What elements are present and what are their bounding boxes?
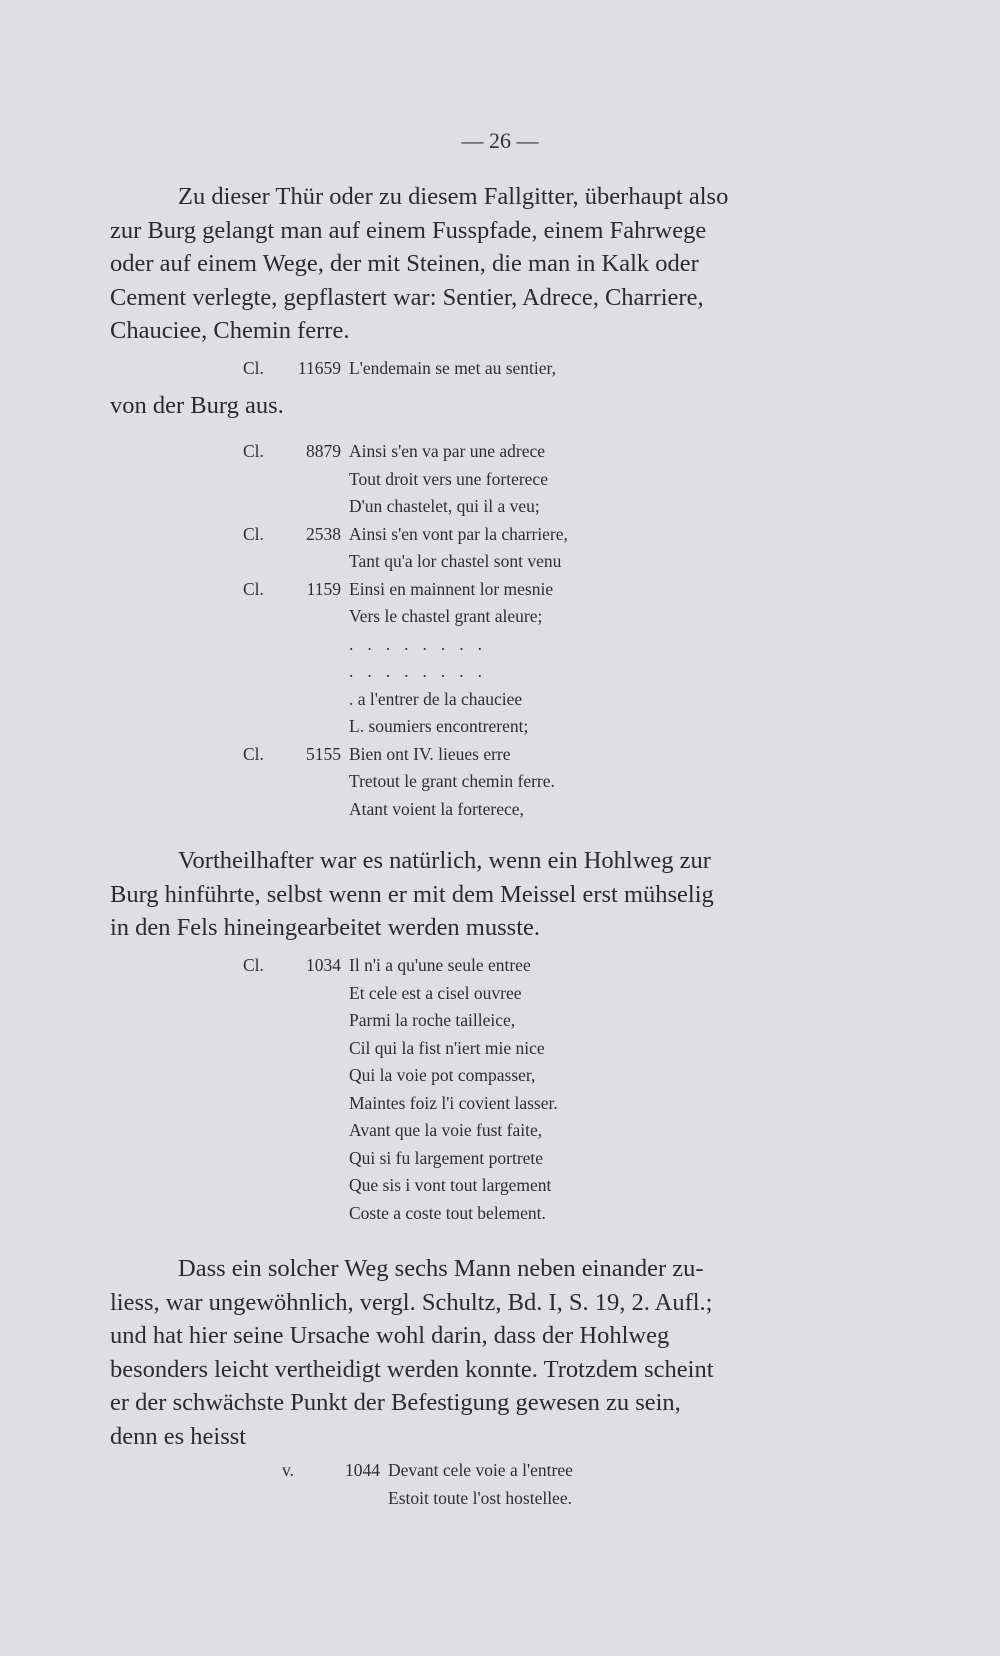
verse-text: Qui si fu largement portrete [349, 1147, 544, 1168]
page-number: — 26 — [461, 128, 539, 153]
verse-number: 1034 [306, 955, 341, 975]
verse-number: 1159 [306, 578, 341, 599]
continuation-line: von der Burg aus. [110, 392, 284, 419]
verse-text: Que sis i vont tout largement [349, 1175, 552, 1195]
verse-text: Ainsi s'en vont par la charriere, [349, 523, 568, 544]
verse-source: Cl. [243, 955, 264, 975]
text-line: Dass ein solcher Weg sechs Mann neben einander zu- [178, 1255, 704, 1282]
text-line: er der schwächste Punkt der Befestigung gewesen zu sein, [110, 1389, 681, 1416]
verse-text: Qui la voie pot compasser, [349, 1065, 536, 1085]
text-line: denn es heisst [110, 1422, 247, 1450]
verse-text: Estoit toute l'ost hostellee. [388, 1487, 572, 1508]
verse-text: . a l'entrer de la chauciee [349, 688, 523, 709]
verse-source: Cl. [243, 358, 264, 378]
paragraph-3 [110, 1252, 852, 1453]
verse-number: 5155 [306, 743, 341, 764]
text-line: Chauciee, Chemin ferre. [110, 317, 350, 344]
verse-number: 8879 [306, 441, 341, 461]
verse-text: L. soumiers encontrerent; [349, 716, 529, 736]
verse-text: Avant que la voie fust faite, [349, 1120, 543, 1140]
paragraph-2 [110, 844, 852, 945]
verse-source: v. [282, 1460, 294, 1480]
verse-number: 11659 [297, 358, 341, 378]
verse-text: Coste a coste tout belement. [349, 1202, 546, 1223]
text-line: zur Burg gelangt man auf einem Fusspfade, einem Fahrwege [110, 216, 707, 244]
text-line: in den Fels hineingearbeitet werden musste. [110, 914, 540, 941]
verse-source: Cl. [243, 578, 264, 599]
verse-text: Einsi en mainnent lor mesnie [349, 578, 554, 599]
text-line: Vortheilhafter war es natürlich, wenn ein Hohlweg zur [178, 847, 711, 874]
verse-text: Tretout le grant chemin ferre. [349, 771, 555, 791]
text-line: liess, war ungewöhnlich, vergl. Schultz, Bd. I, S. 19, 2. Aufl.; [110, 1288, 713, 1316]
verse-text: ........ [349, 633, 496, 654]
verse-source: Cl. [243, 523, 264, 544]
verse-source: Cl. [243, 743, 264, 764]
verse-text: Ainsi s'en va par une adrece [349, 441, 546, 461]
verse-text: Cil qui la fist n'iert mie nice [349, 1037, 545, 1058]
text-line: besonders leicht vertheidigt werden konnte. Trotzdem scheint [110, 1355, 714, 1383]
text-line: und hat hier seine Ursache wohl darin, dass der Hohlweg [110, 1322, 670, 1349]
verse-text: Vers le chastel grant aleure; [349, 606, 543, 626]
text-line: oder auf einem Wege, der mit Steinen, die man in Kalk oder [110, 250, 699, 277]
text-line: Burg hinführte, selbst wenn er mit dem Meissel erst mühselig [110, 880, 714, 908]
verse-text: Tout droit vers une forterece [349, 468, 548, 489]
verse-text: ........ [349, 661, 496, 681]
verse-text: Et cele est a cisel ouvree [349, 982, 522, 1003]
paragraph-1 [110, 180, 852, 348]
verse-text: Maintes foiz l'i covient lasser. [349, 1092, 558, 1113]
verse-text: Parmi la roche tailleice, [349, 1010, 516, 1030]
verse-text: Devant cele voie a l'entree [388, 1460, 573, 1480]
text-line: Cement verlegte, gepflastert war: Sentier, Adrece, Charriere, [110, 283, 704, 311]
text-line: Zu dieser Thür oder zu diesem Fallgitter, überhaupt also [178, 183, 729, 210]
verse-text: Tant qu'a lor chastel sont venu [349, 551, 562, 571]
verse-text: Il n'i a qu'une seule entree [349, 955, 531, 975]
verse-number: 1044 [345, 1460, 380, 1480]
verse-text: L'endemain se met au sentier, [349, 358, 557, 378]
verse-source: Cl. [243, 441, 264, 461]
verse-text: D'un chastelet, qui il a veu; [349, 496, 540, 516]
verse-text: Bien ont IV. lieues erre [349, 743, 511, 764]
verse-number: 2538 [306, 523, 341, 544]
verse-text: Atant voient la forterece, [349, 798, 524, 819]
